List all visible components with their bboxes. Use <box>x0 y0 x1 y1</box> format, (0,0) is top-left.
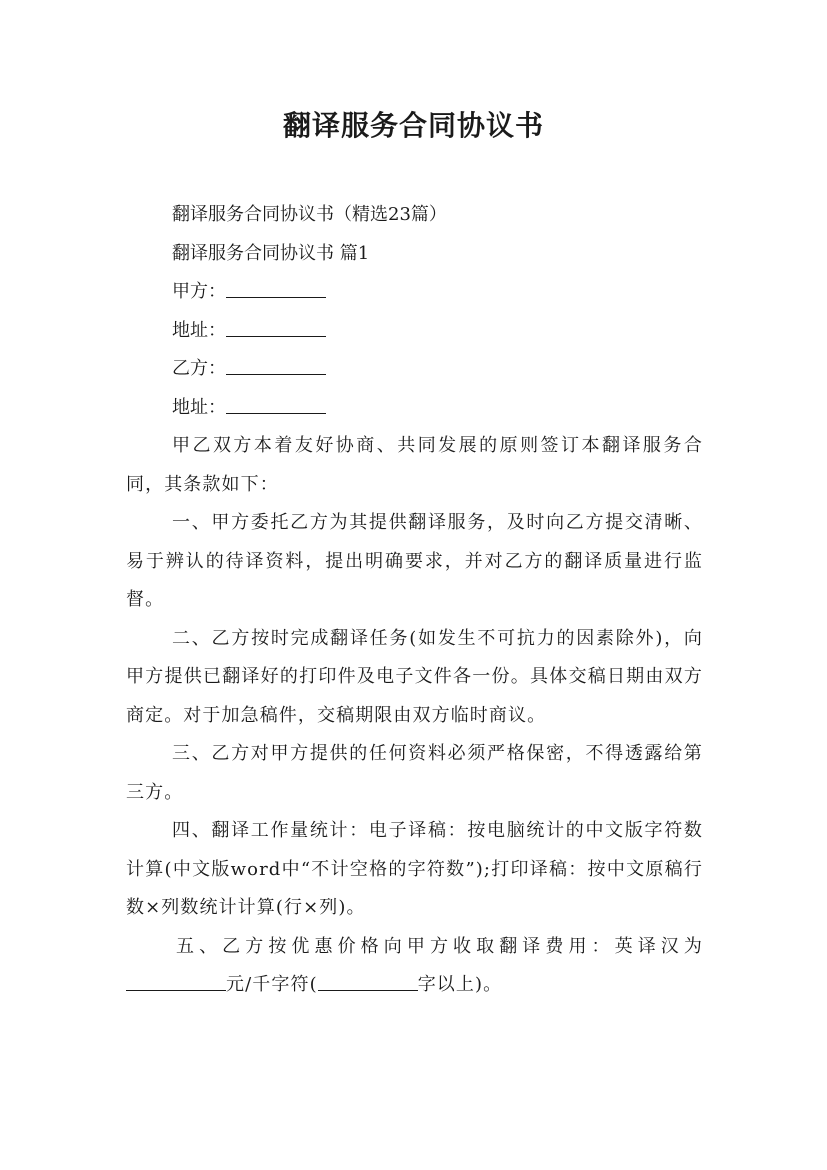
clause-4: 四、翻译工作量统计：电子译稿：按电脑统计的中文版字符数计算(中文版word中“不计空格的字符数”);打印译稿：按中文原稿行数×列数统计计算(行×列)。 <box>126 820 703 918</box>
blank-line <box>226 318 326 337</box>
field-label: 地址： <box>172 396 226 418</box>
clause-2: 二、乙方按时完成翻译任务(如发生不可抗力的因素除外)，向甲方提供已翻译好的打印件及电子文件各一份。具体交稿日期由双方商定。对于加急稿件，交稿期限由双方临时商议。 <box>126 627 703 726</box>
blank-line <box>226 279 326 298</box>
intro-paragraph: 甲乙双方本着友好协商、共同发展的原则签订本翻译服务合同，其条款如下： <box>126 435 703 495</box>
party-b-field <box>126 350 703 389</box>
document-body <box>126 196 703 1005</box>
party-a-field <box>126 273 703 312</box>
field-label: 甲方： <box>172 281 226 302</box>
blank-line <box>226 356 326 375</box>
clause-5-part2: 元/千字符( <box>226 974 318 995</box>
field-label: 乙方： <box>172 358 226 379</box>
blank-line <box>318 972 418 991</box>
blank-line <box>226 395 326 414</box>
clause-3: 三、乙方对甲方提供的任何资料必须严格保密，不得透露给第三方。 <box>126 743 703 803</box>
blank-line <box>126 972 226 991</box>
clause-5-text: 五、乙方按优惠价格向甲方收取翻译费用：英译汉为 <box>176 935 703 957</box>
field-label: 地址： <box>172 319 226 341</box>
address-b-field <box>126 389 703 428</box>
clause-1: 一、甲方委托乙方为其提供翻译服务，及时向乙方提交清晰、易于辨认的待译资料，提出明确要求，并对乙方的翻译质量进行监督。 <box>126 512 703 610</box>
document-subtitle: 翻译服务合同协议书（精选23篇） <box>172 204 447 225</box>
section-heading: 翻译服务合同协议书 篇1 <box>172 242 370 264</box>
document-title: 翻译服务合同协议书 <box>282 109 544 142</box>
address-a-field <box>126 312 703 351</box>
clause-5-part3: 字以上)。 <box>417 974 503 995</box>
clause-5 <box>126 928 703 1005</box>
